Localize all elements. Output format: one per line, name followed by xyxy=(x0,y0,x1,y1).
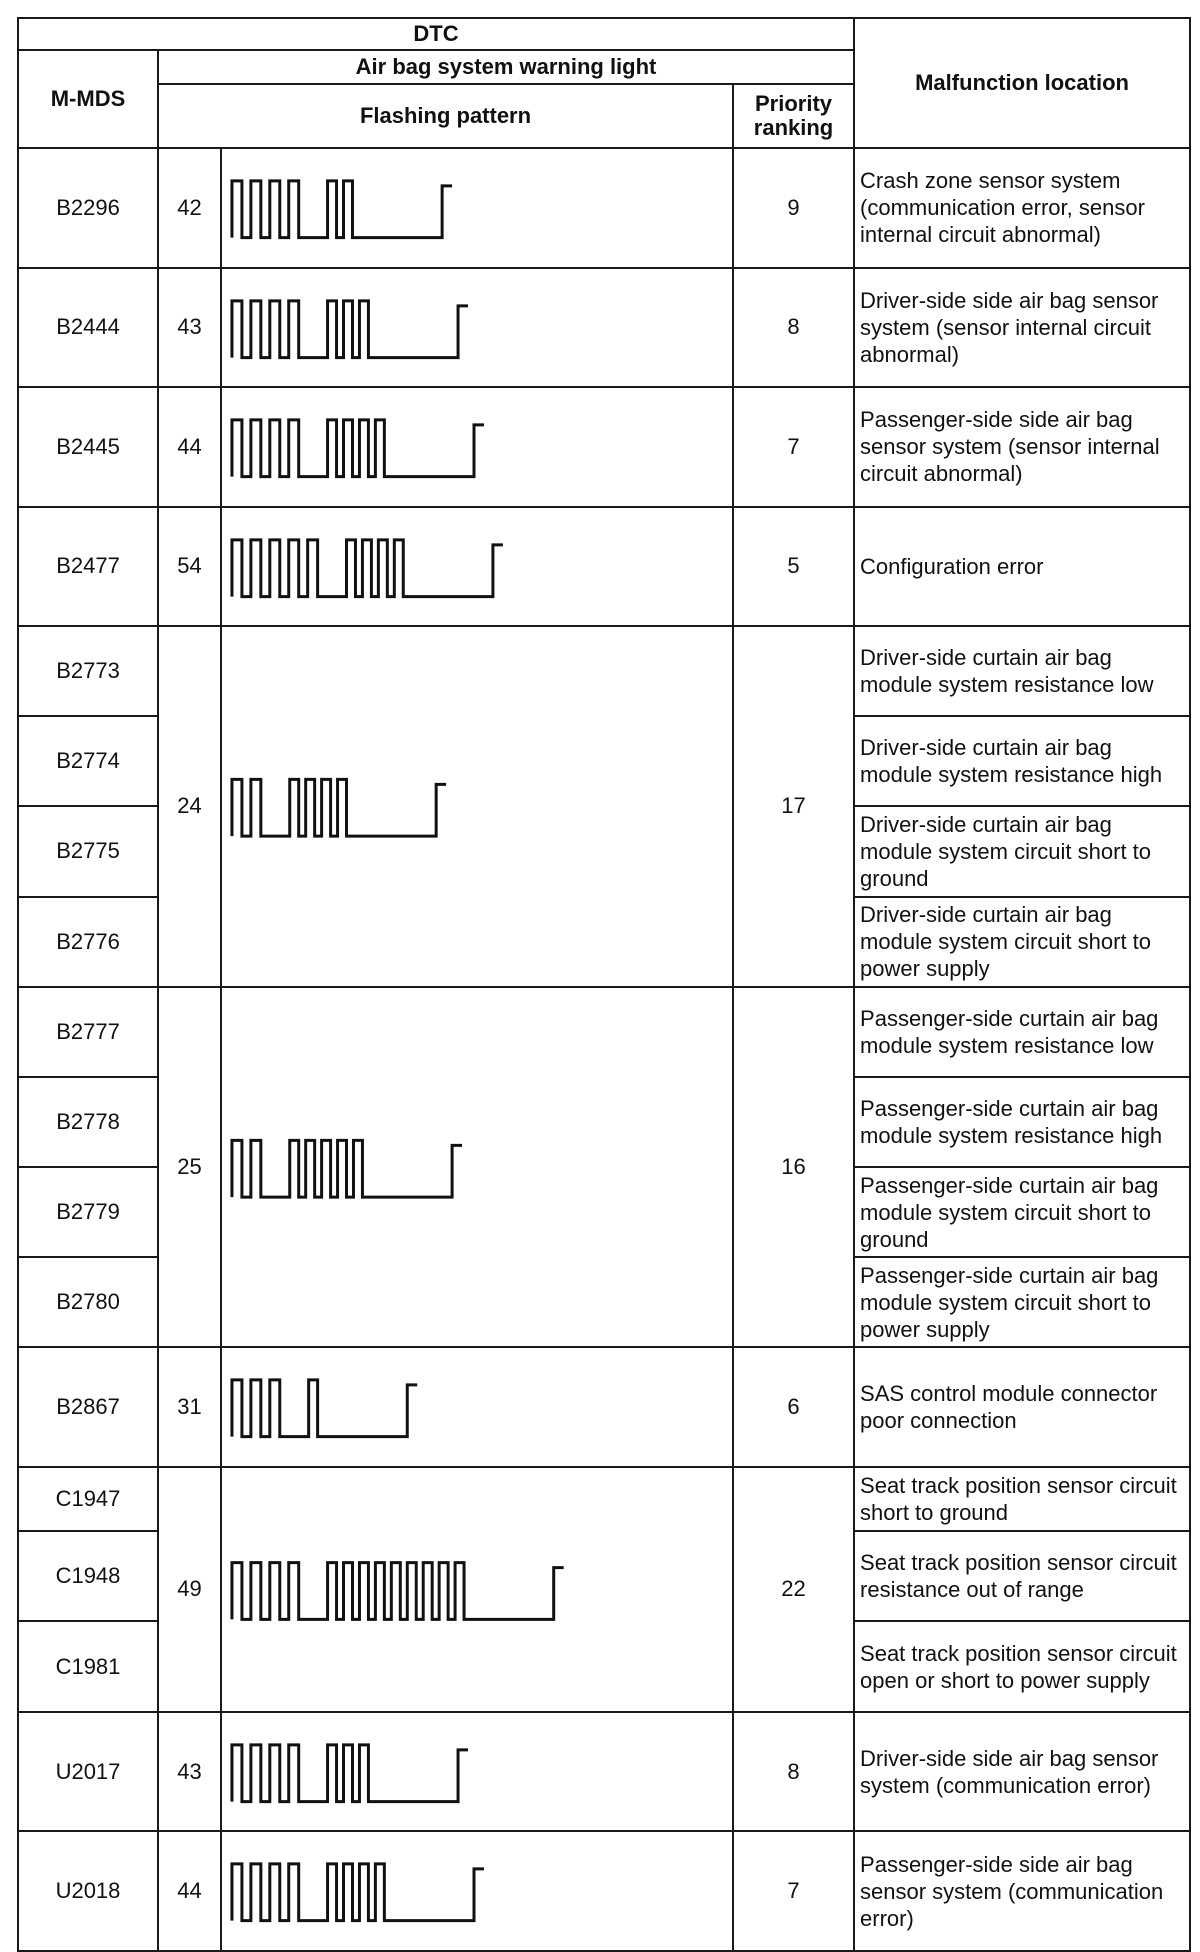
flash-count: 31 xyxy=(158,1347,221,1467)
dtc-code: C1947 xyxy=(18,1467,158,1531)
flash-count: 44 xyxy=(158,1831,221,1951)
flash-count: 54 xyxy=(158,507,221,627)
malfunction-location: Passenger-side curtain air bag module system circuit short to power supply xyxy=(854,1257,1190,1347)
flashing-pattern-waveform xyxy=(221,387,733,507)
waveform-graphic xyxy=(222,149,732,267)
malfunction-location: Driver-side curtain air bag module system circuit short to ground xyxy=(854,806,1190,896)
priority-ranking: 5 xyxy=(733,507,854,627)
priority-ranking: 7 xyxy=(733,387,854,507)
flash-count: 42 xyxy=(158,148,221,268)
flash-count: 49 xyxy=(158,1467,221,1712)
dtc-code: B2775 xyxy=(18,806,158,896)
malfunction-location-header: Malfunction location xyxy=(854,18,1190,148)
table-row xyxy=(18,507,1190,627)
flashing-pattern-header: Flashing pattern xyxy=(158,84,733,148)
flashing-pattern-waveform xyxy=(221,626,733,987)
flash-count: 24 xyxy=(158,626,221,987)
flashing-pattern-waveform xyxy=(221,1831,733,1951)
malfunction-location: Driver-side curtain air bag module system circuit short to power supply xyxy=(854,897,1190,987)
malfunction-location: Passenger-side side air bag sensor system (sensor internal circuit abnormal) xyxy=(854,387,1190,507)
dtc-code: B2867 xyxy=(18,1347,158,1467)
waveform-graphic xyxy=(222,1468,732,1711)
dtc-code: B2444 xyxy=(18,268,158,388)
malfunction-location: Driver-side curtain air bag module system resistance low xyxy=(854,626,1190,716)
priority-ranking: 17 xyxy=(733,626,854,987)
waveform-line xyxy=(232,420,484,477)
waveform-line xyxy=(232,1864,484,1921)
dtc-code: U2017 xyxy=(18,1712,158,1832)
waveform-graphic xyxy=(222,1713,732,1831)
waveform-line xyxy=(232,300,468,357)
dtc-code: B2779 xyxy=(18,1167,158,1257)
flash-count: 25 xyxy=(158,987,221,1348)
dtc-table-body xyxy=(18,148,1190,1951)
table-row xyxy=(18,1347,1190,1467)
malfunction-location: Passenger-side curtain air bag module system circuit short to ground xyxy=(854,1167,1190,1257)
dtc-code: C1981 xyxy=(18,1621,158,1711)
waveform-graphic xyxy=(222,627,732,986)
table-row xyxy=(18,1467,1190,1531)
table-row xyxy=(18,148,1190,268)
flashing-pattern-waveform xyxy=(221,148,733,268)
waveform-line xyxy=(232,1562,564,1619)
flashing-pattern-waveform xyxy=(221,1712,733,1832)
table-row xyxy=(18,268,1190,388)
priority-ranking: 8 xyxy=(733,1712,854,1832)
priority-ranking: 7 xyxy=(733,1831,854,1951)
waveform-line xyxy=(232,181,452,238)
table-row xyxy=(18,387,1190,507)
flashing-pattern-waveform xyxy=(221,987,733,1348)
malfunction-location: SAS control module connector poor connection xyxy=(854,1347,1190,1467)
priority-ranking: 9 xyxy=(733,148,854,268)
dtc-header: DTC xyxy=(18,18,854,50)
flashing-pattern-waveform xyxy=(221,507,733,627)
waveform-graphic xyxy=(222,269,732,387)
waveform-graphic xyxy=(222,388,732,506)
flash-count: 43 xyxy=(158,1712,221,1832)
waveform-line xyxy=(232,780,446,837)
priority-ranking: 16 xyxy=(733,987,854,1348)
malfunction-location: Crash zone sensor system (communication error, sensor internal circuit abnormal) xyxy=(854,148,1190,268)
priority-ranking: 22 xyxy=(733,1467,854,1712)
malfunction-location: Passenger-side side air bag sensor system (communication error) xyxy=(854,1831,1190,1951)
malfunction-location: Driver-side side air bag sensor system (sensor internal circuit abnormal) xyxy=(854,268,1190,388)
flashing-pattern-waveform xyxy=(221,268,733,388)
flash-count: 43 xyxy=(158,268,221,388)
flash-count: 44 xyxy=(158,387,221,507)
malfunction-location: Passenger-side curtain air bag module system resistance high xyxy=(854,1077,1190,1167)
waveform-line xyxy=(232,1380,417,1437)
waveform-line xyxy=(232,539,503,596)
dtc-code: B2773 xyxy=(18,626,158,716)
waveform-graphic xyxy=(222,988,732,1347)
waveform-line xyxy=(232,1140,462,1197)
malfunction-location: Driver-side side air bag sensor system (communication error) xyxy=(854,1712,1190,1832)
dtc-code: B2780 xyxy=(18,1257,158,1347)
table-row xyxy=(18,1712,1190,1832)
waveform-graphic xyxy=(222,1348,732,1466)
m-mds-header: M-MDS xyxy=(18,50,158,148)
waveform-graphic xyxy=(222,1832,732,1950)
dtc-code: B2477 xyxy=(18,507,158,627)
dtc-code: B2777 xyxy=(18,987,158,1077)
dtc-code: B2445 xyxy=(18,387,158,507)
dtc-code: C1948 xyxy=(18,1531,158,1621)
dtc-code: U2018 xyxy=(18,1831,158,1951)
table-row xyxy=(18,987,1190,1077)
table-row xyxy=(18,1831,1190,1951)
table-row xyxy=(18,626,1190,716)
dtc-code: B2774 xyxy=(18,716,158,806)
flashing-pattern-waveform xyxy=(221,1347,733,1467)
priority-ranking-header: Priority ranking xyxy=(733,84,854,148)
waveform-line xyxy=(232,1745,468,1802)
dtc-table xyxy=(17,17,1191,1952)
malfunction-location: Driver-side curtain air bag module system resistance high xyxy=(854,716,1190,806)
malfunction-location: Seat track position sensor circuit resistance out of range xyxy=(854,1531,1190,1621)
priority-ranking: 6 xyxy=(733,1347,854,1467)
malfunction-location: Configuration error xyxy=(854,507,1190,627)
malfunction-location: Seat track position sensor circuit short to ground xyxy=(854,1467,1190,1531)
dtc-code: B2778 xyxy=(18,1077,158,1167)
flashing-pattern-waveform xyxy=(221,1467,733,1712)
waveform-graphic xyxy=(222,508,732,626)
malfunction-location: Seat track position sensor circuit open or short to power supply xyxy=(854,1621,1190,1711)
dtc-code: B2296 xyxy=(18,148,158,268)
malfunction-location: Passenger-side curtain air bag module system resistance low xyxy=(854,987,1190,1077)
priority-ranking: 8 xyxy=(733,268,854,388)
dtc-code: B2776 xyxy=(18,897,158,987)
warning-light-header: Air bag system warning light xyxy=(158,50,854,84)
